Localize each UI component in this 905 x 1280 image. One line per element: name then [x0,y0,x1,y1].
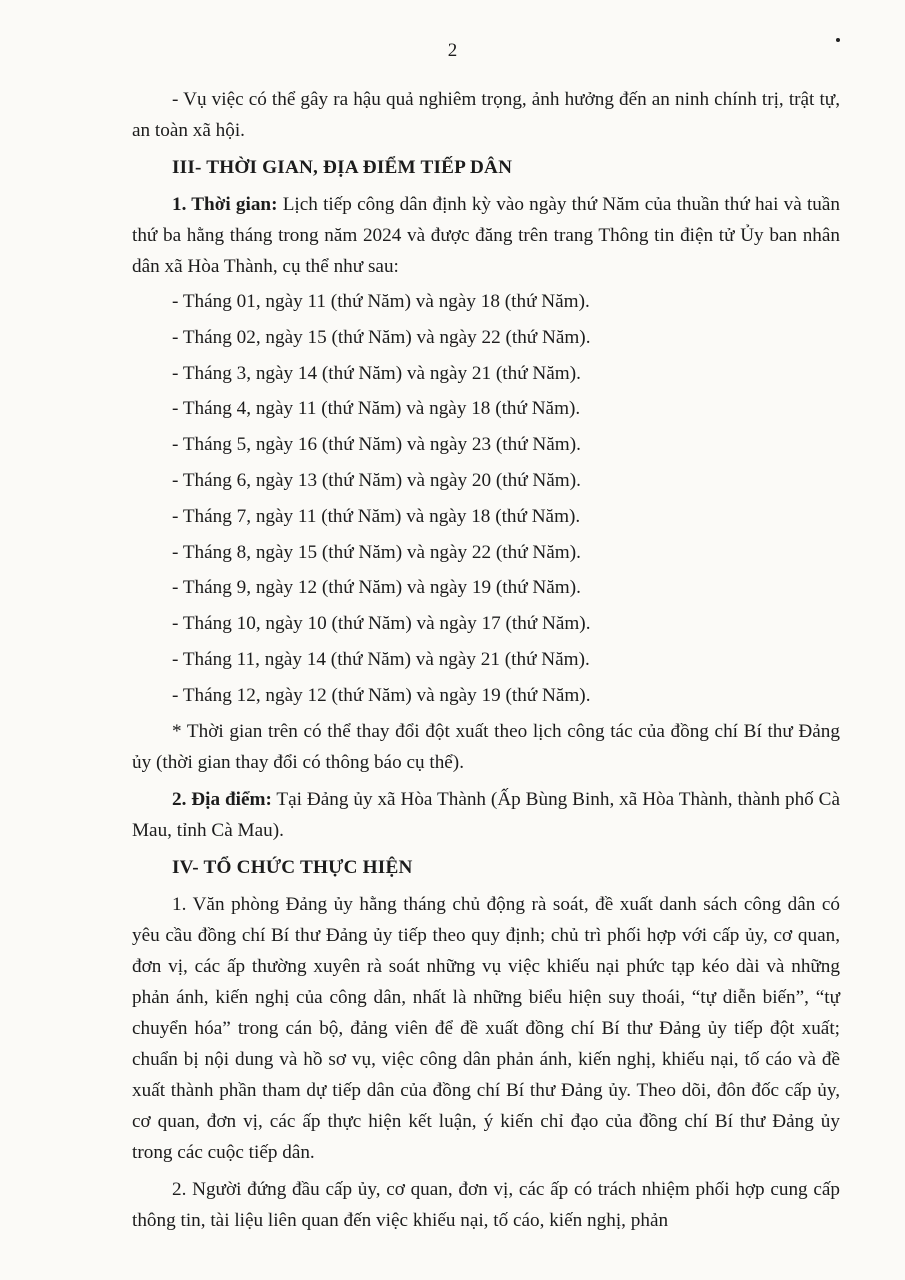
schedule-item: - Tháng 10, ngày 10 (thứ Năm) và ngày 17 (thứ Năm). [172,613,591,635]
location-paragraph [132,784,840,846]
time-text: Lịch tiếp công dân định kỳ vào ngày thứ Năm của thuần thứ hai và tuần thứ ba hằng tháng trong năm 2024 và được đăng trên trang Thông tin điện tử Ủy ban nhân dân xã Hòa Thành, cụ thể như sau: [132,194,840,277]
schedule-list [132,286,840,711]
schedule-item: - Tháng 4, ngày 11 (thứ Năm) và ngày 18 (thứ Năm). [172,398,581,420]
item-2-number: 2. [172,1178,187,1200]
schedule-item: - Tháng 02, ngày 15 (thứ Năm) và ngày 22 (thứ Năm). [172,326,591,348]
schedule-item: - Tháng 9, ngày 12 (thứ Năm) và ngày 19 (thứ Năm). [172,577,581,599]
time-label: 1. Thời gian: [172,194,278,215]
schedule-item: - Tháng 6, ngày 13 (thứ Năm) và ngày 20 (thứ Năm). [172,469,581,491]
time-paragraph [132,189,840,282]
schedule-item: - Tháng 8, ngày 15 (thứ Năm) và ngày 22 (thứ Năm). [172,541,581,563]
schedule-item: - Tháng 11, ngày 14 (thứ Năm) và ngày 21 (thứ Năm). [172,648,590,670]
location-label: 2. Địa điểm: [172,788,272,810]
implementation-item-1: 1. Văn phòng Đảng ủy hằng tháng chủ động rà soát, đề xuất danh sách công dân có yêu cầu đồng chí Bí thư Đảng ủy tiếp theo quy định; chủ trì phối hợp với cấp ủy, cơ quan, đơn vị, các ấp thường xuyên rà soát những vụ việc khiếu nại phức tạp kéo dài và những phản ánh, kiến nghị của công dân, nhất là những biểu hiện suy thoái, “tự diễn biến”, “tự chuyển hóa” trong cán bộ, đảng viên để đề xuất đồng chí Bí thư Đảng ủy tiếp đột xuất; chuẩn bị nội dung và hồ sơ vụ, việc công dân phản ánh, kiến nghị, khiếu nại, tố cáo và đề xuất thành phần tham dự tiếp dân của đồng chí Bí thư Đảng ủy. Theo dõi, đôn đốc cấp ủy, cơ quan, đơn vị, các ấp thực hiện kết luận, ý kiến chỉ đạo của đồng chí Bí thư Đảng ủy trong các cuộc tiếp dân. [132,893,840,1163]
schedule-item: - Tháng 5, ngày 16 (thứ Năm) và ngày 23 (thứ Năm). [172,434,581,456]
location-text: Tại Đảng ủy xã Hòa Thành (Ấp Bùng Binh, xã Hòa Thành, thành phố Cà Mau, tỉnh Cà Mau). [132,788,840,841]
page-number: 2 [447,40,458,61]
schedule-item: - Tháng 3, ngày 14 (thứ Năm) và ngày 21 (thứ Năm). [172,362,581,384]
section-3-heading: III- THỜI GIAN, ĐỊA ĐIỂM TIẾP DÂN [172,157,513,178]
schedule-item: - Tháng 12, ngày 12 (thứ Năm) và ngày 19 (thứ Năm). [172,684,591,706]
document-body [132,84,840,1242]
schedule-item: - Tháng 7, ngày 11 (thứ Năm) và ngày 18 (thứ Năm). [172,505,581,527]
scan-dot-mark [836,38,840,42]
item-2-text: Người đứng đầu cấp ủy, cơ quan, đơn vị, các ấp có trách nhiệm phối hợp cung cấp thông tin, tài liệu liên quan đến việc khiếu nại, tố cáo, kiến nghị, phản [132,1178,840,1231]
implementation-item-2 [132,1174,840,1236]
schedule-note: * Thời gian trên có thể thay đổi đột xuất theo lịch công tác của đồng chí Bí thư Đảng ủy (thời gian thay đổi có thông báo cụ thể). [132,720,840,773]
intro-paragraph: - Vụ việc có thể gây ra hậu quả nghiêm trọng, ảnh hưởng đến an ninh chính trị, trật tự, an toàn xã hội. [132,89,840,141]
section-4-heading: IV- TỔ CHỨC THỰC HIỆN [172,856,413,878]
schedule-item: - Tháng 01, ngày 11 (thứ Năm) và ngày 18 (thứ Năm). [172,291,590,312]
